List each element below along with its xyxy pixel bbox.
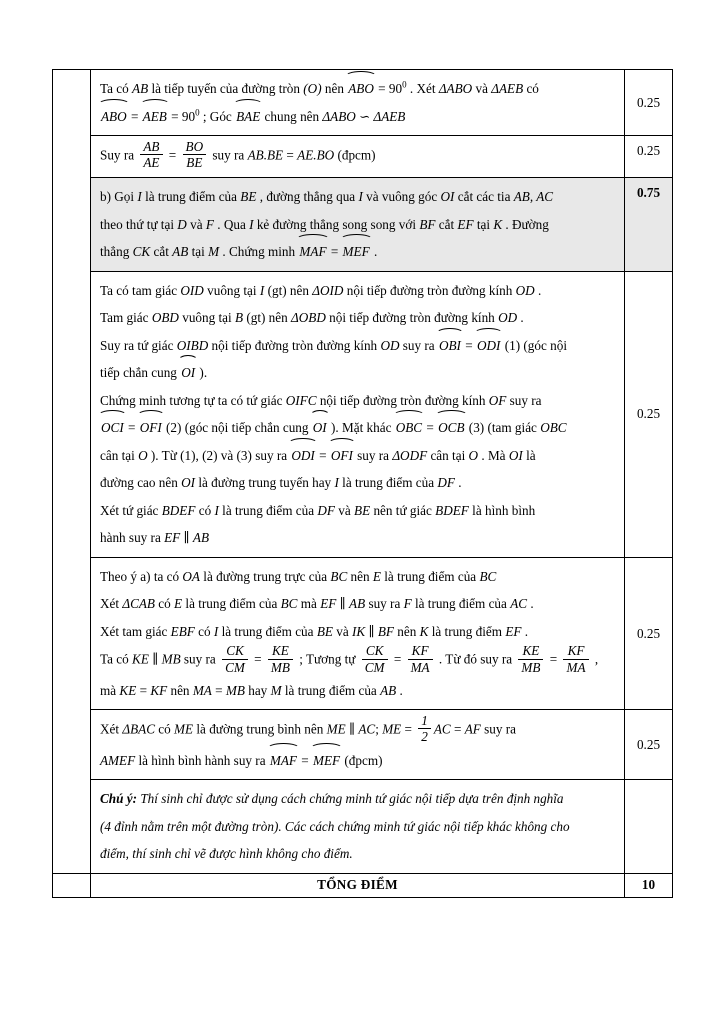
math-expression: IK [351,623,366,639]
grading-rubric-table [52,69,673,898]
math-expression: EF [505,623,522,639]
math-expression: AB.BE [247,147,284,163]
angle-arc-notation: OBI [438,332,462,360]
math-expression: AB [192,530,210,546]
rubric-row-6-score: 0.25 [625,710,672,780]
text-line: Theo ý a) ta có OA là đường trung trực của BC nên E là trung điểm của BC [100,568,497,584]
text-line: mà KE = KF nên MA = MB hay M là trung điểm của AB . [100,682,403,698]
math-expression: BDEF [435,502,469,518]
math-expression: AB [380,682,397,698]
math-expression: MB [161,652,181,668]
angle-arc-notation: MEF [312,747,341,775]
math-expression: I [249,216,254,232]
math-expression: OIBD [176,337,209,353]
math-expression: AE.BO [297,147,335,163]
math-expression: AC [510,596,528,612]
math-expression: BE [240,189,257,205]
math-expression: O [468,447,479,463]
math-expression: BF [377,623,394,639]
rubric-row-2-score: 0.25 [625,136,672,178]
fraction: $\frac{KE}{MB}$ [268,643,293,674]
question-number-column [53,70,91,874]
math-expression: AF [464,721,481,737]
rubric-row-2-content [91,136,625,178]
angle-arc-notation: OCI [100,414,125,442]
text-line: Ta có tam giác OID vuông tại I (gt) nên ΔOID nội tiếp đường tròn đường kính OD . [100,282,542,298]
angle-arc-notation: OBC [395,414,423,442]
rubric-row-1-content [91,70,625,136]
text-line: theo thứ tự tại D và F . Qua I kẻ đường thẳng song song với BF cắt EF tại K . Đường [100,216,549,232]
angle-arc-notation: OI [312,414,328,442]
text-line: Xét ΔBAC có ME là đường trung bình nên ME ∥ AC; ME = $\frac{1}{2}$ AC = AF suy ra [100,713,517,745]
math-expression: OA [182,568,200,584]
rubric-row-7-content [91,780,625,874]
angle-arc-notation: AEB [142,103,168,131]
math-expression: OD [498,310,518,326]
math-expression: ΔODF [392,447,428,463]
text-line: hành suy ra EF ∥ AB [100,530,210,546]
math-expression: OI [181,475,196,491]
superscript: 0 [402,79,407,90]
math-expression: BDEF [161,502,196,518]
math-expression: AB [172,244,189,260]
rubric-row-3-score: 0.75 [625,178,672,272]
math-expression: OF [488,392,507,408]
text-line: (4 đỉnh nằm trên một đường tròn). Các cách chứng minh tứ giác nội tiếp khác không cho [100,818,570,834]
text-line: Chứng minh tương tự ta có tứ giác OIFC nội tiếp đường tròn đường kính OF suy ra [100,392,542,408]
math-expression: I [214,502,219,518]
rubric-row-1-score: 0.25 [625,70,672,136]
text-line: Tam giác OBD vuông tại B (gt) nên ΔOBD nội tiếp đường tròn đường kính OD . [100,310,524,326]
math-expression: I [358,189,363,205]
text-line: Suy ra tứ giác OIBD nội tiếp đường tròn đường kính OD suy ra OBI = ODI (1) (góc nội [100,332,616,360]
text-line: ABO = AEB = $90^0$ ; Góc BAE chung nên ΔABO ∽ ΔAEB [100,103,616,131]
math-expression: CK [132,244,151,260]
math-expression: BC [280,596,298,612]
math-expression: AB [349,596,366,612]
text-line: Xét ΔCAB có E là trung điểm của BC mà EF ∥ AB suy ra F là trung điểm của AC . [100,596,534,612]
angle-arc-notation: OI [180,359,196,387]
fraction: $\frac{CK}{CM}$ [222,643,248,674]
math-expression: OD [380,337,400,353]
math-expression: O [138,447,148,463]
math-expression: OBD [151,310,179,326]
math-expression: BE [354,502,371,518]
text-line: OCI = OFI (2) (góc nội tiếp chắn cung OI ). Mặt khác OBC = OCB (3) (tam giác OBC [100,414,616,442]
math-expression: MA [192,682,212,698]
math-expression: F [205,216,214,232]
angle-arc-notation: MAF [269,747,298,775]
total-row-score: 10 [641,877,656,893]
math-expression: M [270,682,282,698]
math-expression: I [334,475,339,491]
angle-arc-notation: ABO [100,103,128,131]
math-expression: BE [316,623,333,639]
angle-arc-notation: BAE [235,103,261,131]
rubric-row-4-score: 0.25 [625,272,672,558]
math-expression: F [403,596,412,612]
text-line: Suy ra $\frac{AB}{AE}$ = $\frac{BO}{BE}$ suy ra AB.BE = AE.BO (đpcm) [100,139,376,171]
math-expression: MB [225,682,245,698]
text-line: Ta có AB là tiếp tuyến của đường tròn (O) nên ABO = $90^0$ . Xét ΔABO và ΔAEB có [100,75,616,103]
math-expression: DF [437,475,455,491]
text-line: tiếp chắn cung OI ). [100,359,616,387]
math-expression: ΔAEB [491,81,524,96]
math-expression: (O) [303,81,322,96]
rubric-row-5-score: 0.25 [625,558,672,710]
math-expression: OID [180,282,204,298]
math-expression: ΔABO [438,81,473,96]
math-expression: KE [119,682,137,698]
math-expression: E [174,596,183,612]
math-expression: BC [479,568,497,584]
angle-arc-notation: ABO [347,75,375,103]
math-expression: BC [330,568,348,584]
math-expression: EF [457,216,474,232]
text-line: thẳng CK cắt AB tại M . Chứng minh MAF = MEF . [100,238,616,266]
rubric-row-6-content [91,710,625,780]
angle-arc-notation: OCB [437,414,465,442]
fraction: $\frac{KE}{MB}$ [518,643,543,674]
text-line: cân tại O ). Từ (1), (2) và (3) suy ra ODI = OFI suy ra ΔODF cân tại O . Mà OI là [100,442,616,470]
math-expression: K [419,623,429,639]
angle-arc-notation: ODI [290,442,315,470]
text-line: đường cao nên OI là đường trung tuyến hay I là trung điểm của DF . [100,475,462,491]
math-expression: OBC [540,420,567,436]
math-expression: ME [326,721,346,737]
math-expression: ΔAEB [373,108,406,124]
text-line: b) Gọi I là trung điểm của BE , đường thẳng qua I và vuông góc OI cắt các tia AB, AC [100,189,554,205]
math-expression: K [493,216,503,232]
rubric-row-3-content [91,178,625,272]
math-expression: M [208,244,220,260]
math-expression: ME [382,721,402,737]
math-expression: AMEF [100,752,136,768]
total-row-label: TỔNG ĐIỂM [91,874,625,897]
math-expression: ΔABO [322,108,356,124]
math-expression: ΔCAB [122,596,155,612]
math-expression: AC [358,721,376,737]
text-line: điểm, thí sinh chỉ vẽ được hình không cho điểm. [100,846,353,862]
angle-arc-notation: ODI [476,332,501,360]
math-expression: OI [440,189,455,205]
fraction: $\frac{AB}{AE}$ [140,139,162,170]
text-line: AMEF là hình bình hành suy ra MAF = MEF (đpcm) [100,747,616,775]
math-expression: I [213,623,219,639]
math-expression: ΔBAC [122,721,155,737]
fraction: $\frac{BO}{BE}$ [183,139,207,170]
text-line: Chú ý: Thí sinh chỉ được sử dụng cách chứng minh tứ giác nội tiếp dựa trên định nghĩa [100,791,564,807]
math-expression: BF [419,216,436,232]
rubric-row-4-content [91,272,625,558]
text-line: Xét tứ giác BDEF có I là trung điểm của DF và BE nên tứ giác BDEF là hình bình [100,502,536,518]
rubric-row-5-content [91,558,625,710]
math-expression: E [372,568,381,584]
fraction: $\frac{CK}{CM}$ [362,643,388,674]
rubric-row-7-score [625,780,672,874]
math-expression: I [259,282,265,298]
math-expression: ΔOBD [291,310,326,326]
math-expression: EF [164,530,181,546]
math-expression: AB [132,81,149,96]
math-expression: OI [508,447,523,463]
total-row-number-cell [53,874,91,897]
math-expression: D [177,216,187,232]
math-expression: ΔOID [312,282,344,298]
superscript: 0 [195,107,200,118]
math-expression: EBF [170,623,195,639]
bold-text: Chú ý: [100,791,138,807]
math-expression: AC [433,721,451,737]
fraction: $\frac{1}{2}$ [418,713,431,744]
math-expression: DF [317,502,335,518]
text-line: Ta có KE ∥ MB suy ra $\frac{CK}{CM}$ = $\frac{KE}{MB}$ ; Tương tự $\frac{CK}{CM}$ = $\frac{KF}{MA}$ . Từ đó suy ra $\frac{KE}{MB}$ = $\frac{KF}{MA}$ , [100,643,599,675]
angle-arc-notation: OFI [139,414,163,442]
angle-arc-notation: OFI [330,442,354,470]
angle-arc-notation: MAF [298,238,327,266]
angle-arc-notation: MEF [342,238,371,266]
math-expression: I [137,189,142,205]
math-expression: OIFC [285,392,317,408]
text-line: Xét tam giác EBF có I là trung điểm của BE và IK ∥ BF nên K là trung điểm EF . [100,623,529,639]
fraction: $\frac{KF}{MA}$ [563,643,588,674]
math-expression: ME [174,721,194,737]
math-expression: AB, AC [513,189,554,205]
math-expression: KF [150,682,168,698]
math-expression: KE [132,652,149,668]
fraction: $\frac{KF}{MA}$ [408,643,433,674]
math-expression: EF [320,596,337,612]
math-expression: OD [515,282,535,298]
math-expression: B [234,310,244,326]
